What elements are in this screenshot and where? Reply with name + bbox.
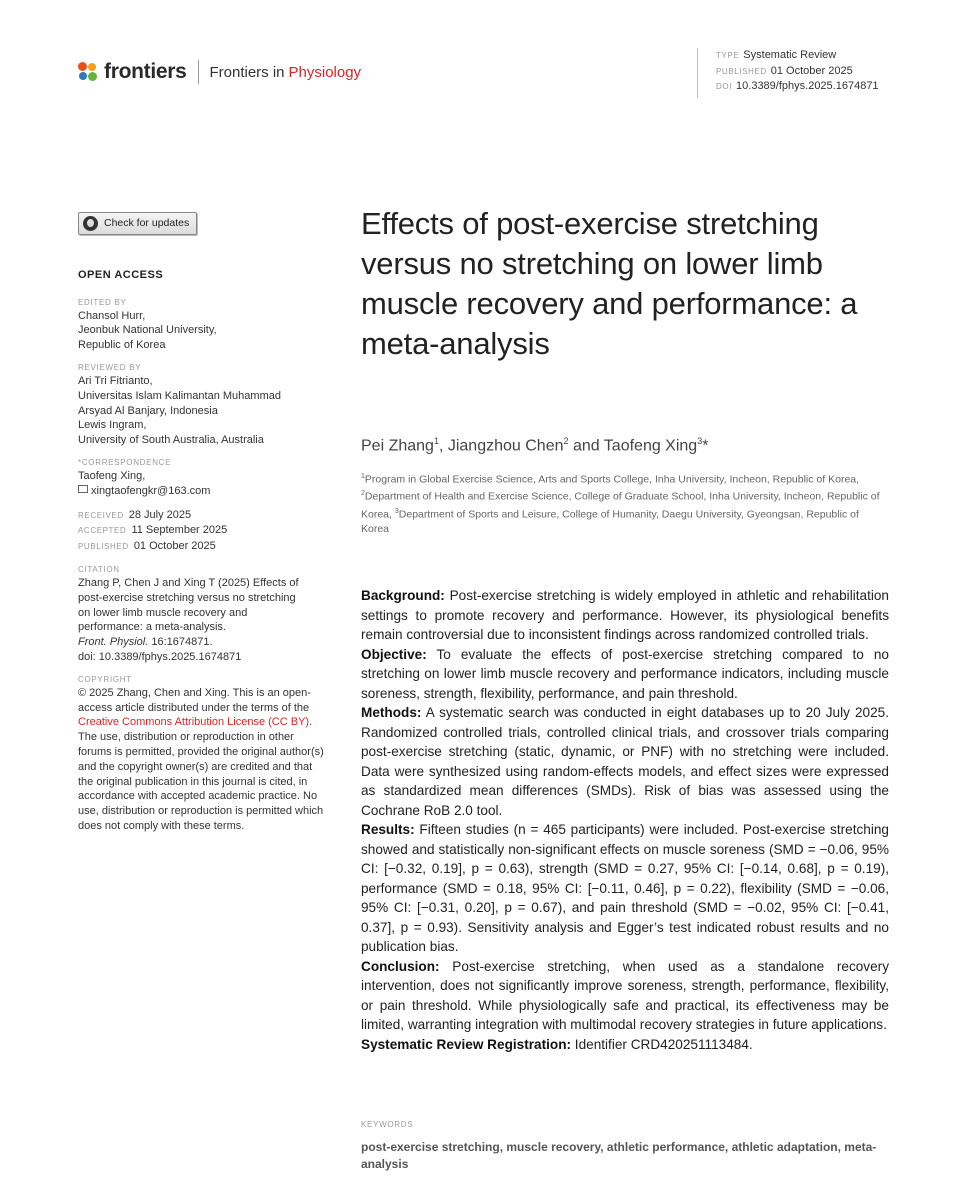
conclusion-text: Post-exercise stretching, when used as a standalone recovery intervention, does not significantly improve soreness, strength, performance, flexibility, or pain threshold. While physiologically safe and practical, its effectiveness may be limited, warranting integration with multimodal recovery strategies in future applications. [361,958,889,1032]
citation-volume: 16:1674871. [148,636,213,649]
abstract-methods [361,703,889,820]
results-label: Results: [361,822,415,837]
published-date-row [78,539,328,555]
abstract-registration [361,1035,889,1055]
correspondence-block [78,469,328,499]
author-and: and [568,437,604,455]
conclusion-label: Conclusion: [361,958,440,974]
affil-sup: 1 [361,473,365,480]
published-label: PUBLISHED [716,66,767,76]
citation-line: Zhang P, Chen J and Xing T (2025) Effects of [78,576,299,589]
correspondence-name: Taofeng Xing, [78,469,146,482]
dates-block [78,508,328,555]
abstract-background [361,586,889,645]
published-row [716,64,879,80]
copyright-text [78,686,328,834]
citation-label: CITATION [78,564,120,574]
citation-line: post-exercise stretching versus no stretching [78,591,296,604]
authors: Pei Zhang$^1$, Jiangzhou Chen$^2$ and Taofeng Xing$^3$* [361,436,709,455]
reviewer-line: Universitas Islam Kalimantan Muhammad [78,389,281,402]
citation-line: on lower limb muscle recovery and [78,606,248,619]
author-affil-sup: 3 [697,436,703,446]
affil-sup: 3 [394,507,399,515]
published-date-value: 01 October 2025 [133,540,216,553]
abstract-objective [361,645,889,704]
type-row [716,48,879,64]
journal-prefix: Frontiers in [209,63,285,81]
background-label: Background: [361,588,445,603]
reviewed-by-block [78,374,328,448]
open-access-label: OPEN ACCESS [78,268,164,281]
results-text: Fifteen studies (n = 465 participants) were included. Post-exercise stretching showed and statistically non-significant effects on muscle soreness (SMD = −0.06, 95% CI: [−0.32, 0.19], p = 0.63), strength (SMD = 0.27, 95% CI: [−0.14, 0.68], p = 0.19), performance (SMD = 0.18, 95% CI: [−0.11, 0.46], p = 0.22), flexibility (SMD = −0.06, 95% CI: [−0.31, 0.20], p = 0.67), and pain threshold (SMD = −0.02, 95% CI: [−0.41, 0.37], p = 0.93). Sensitivity analysis and Egger’s test indicated robust results and no publication bias. [361,822,889,954]
published-date-label: PUBLISHED [78,542,129,552]
frontiers-logo-icon [78,62,98,82]
license-link[interactable]: Creative Commons Attribution License (CC BY) [78,716,310,729]
editor-line: Chansol Hurr, [78,309,146,322]
author-name[interactable]: Jiangzhou Chen [447,437,564,455]
editor-line: Jeonbuk National University, [78,324,217,337]
type-label: TYPE [716,51,740,60]
published-value: 01 October 2025 [770,64,853,77]
correspondence-email-row [78,484,328,499]
reviewer-line: Arsyad Al Banjary, Indonesia [78,404,218,417]
frontiers-logo[interactable] [78,60,361,84]
citation-line: performance: a meta-analysis. [78,621,226,634]
citation-doi[interactable]: doi: 10.3389/fphys.2025.1674871 [78,650,242,663]
author-name[interactable]: Taofeng Xing [603,437,698,455]
received-row [78,508,328,524]
received-label: RECEIVED [78,510,124,520]
corresponding-mark: * [702,437,709,455]
accepted-label: ACCEPTED [78,526,127,536]
author-name[interactable]: Pei Zhang [361,437,434,455]
copyright-pre: © 2025 Zhang, Chen and Xing. This is an open-access article distributed under the terms of the [78,686,311,714]
keywords-label: KEYWORDS [361,1120,414,1129]
edited-by-label: EDITED BY [78,297,127,307]
accepted-row [78,523,328,539]
received-value: 28 July 2025 [128,508,192,521]
edited-by-block [78,309,328,353]
affil-sup: 2 [361,490,365,498]
mail-icon [78,485,88,493]
editor-line: Republic of Korea [78,339,166,352]
affiliation: Department of Health and Exercise Science, College of Graduate School, Inha University, Incheon, Republic of Korea, [361,490,880,521]
keywords: post-exercise stretching, muscle recovery, athletic performance, athletic adaptation, meta-analysis [361,1140,877,1171]
background-text: Post-exercise stretching is widely employed in athletic and rehabilitation settings to promote recovery and performance. However, its physiological benefits remain controversial due to inconsistent findings across randomized controlled trials. [361,588,889,642]
publisher-name: frontiers [104,60,187,83]
registration-text: Identifier CRD420251113484. [571,1036,753,1052]
check-updates-label: Check for updates [104,217,190,230]
citation-journal-row [78,635,328,650]
registration-label: Systematic Review Registration: [361,1036,572,1052]
copyright-post: . The use, distribution or reproduction in other forums is permitted, provided the original author(s) and the copyright owner(s) are credited and that the original publication in this journal is cited, in accordance with accepted academic practice. No use, distribution or reproduction is permitted which does not comply with these terms. [78,716,324,832]
doi-link[interactable]: 10.3389/fphys.2025.1674871 [736,80,879,92]
reviewer-line: Lewis Ingram, [78,419,147,432]
journal-name: Physiology [288,63,362,81]
sidebar [78,212,328,834]
methods-text: A systematic search was conducted in eight databases up to 20 July 2025. Randomized controlled trials, controlled clinical trials, and crossover trials comparing post-exercise stretching (static, dynamic, or PNF) with no stretching were included. Data were synthesized using random-effects models, and effect sizes were expressed as standardized mean differences (SMDs). Risk of bias was assessed using the Cochrane RoB 2.0 tool. [361,705,889,818]
correspondence-label: *CORRESPONDENCE [78,457,172,467]
abstract-results [361,820,889,957]
reviewer-line: University of South Australia, Australia [78,434,264,447]
citation-block [78,576,328,665]
author-affil-sup: 1 [433,436,439,446]
doi-label: DOI [716,82,733,91]
correspondence-email-link[interactable]: xingtaofengkr@163.com [91,484,211,497]
article-meta [697,48,879,98]
affiliations [361,470,881,537]
type-value: Systematic Review [743,49,837,61]
citation-journal: Front. Physiol. [78,636,149,649]
affiliation: Department of Sports and Leisure, College of Humanity, Daegu University, Gyeongsan, Republic of Korea [361,508,859,535]
author-affil-sup: 2 [563,436,569,446]
logo-divider [198,60,199,84]
methods-label: Methods: [361,705,422,720]
objective-text: To evaluate the effects of post-exercise stretching compared to no stretching on lower limb muscle recovery and performance indicators, including muscle soreness, strength, flexibility, performance, and pain threshold. [361,646,889,701]
objective-label: Objective: [361,646,427,662]
doi-row [716,79,879,95]
reviewed-by-label: REVIEWED BY [78,362,142,372]
abstract [361,586,889,1054]
abstract-conclusion [361,957,889,1035]
affiliation: Program in Global Exercise Science, Arts and Sports College, Inha University, Incheon, Republic of Korea, [364,473,860,486]
reviewer-line: Ari Tri Fitrianto, [78,374,153,387]
check-updates-icon [83,216,98,231]
copyright-label: COPYRIGHT [78,674,132,684]
accepted-value: 11 September 2025 [131,524,228,537]
article-title: Effects of post-exercise stretching versus no stretching on lower limb muscle recovery and performance: a meta-analysis [361,206,858,361]
check-for-updates-button[interactable] [78,212,197,235]
